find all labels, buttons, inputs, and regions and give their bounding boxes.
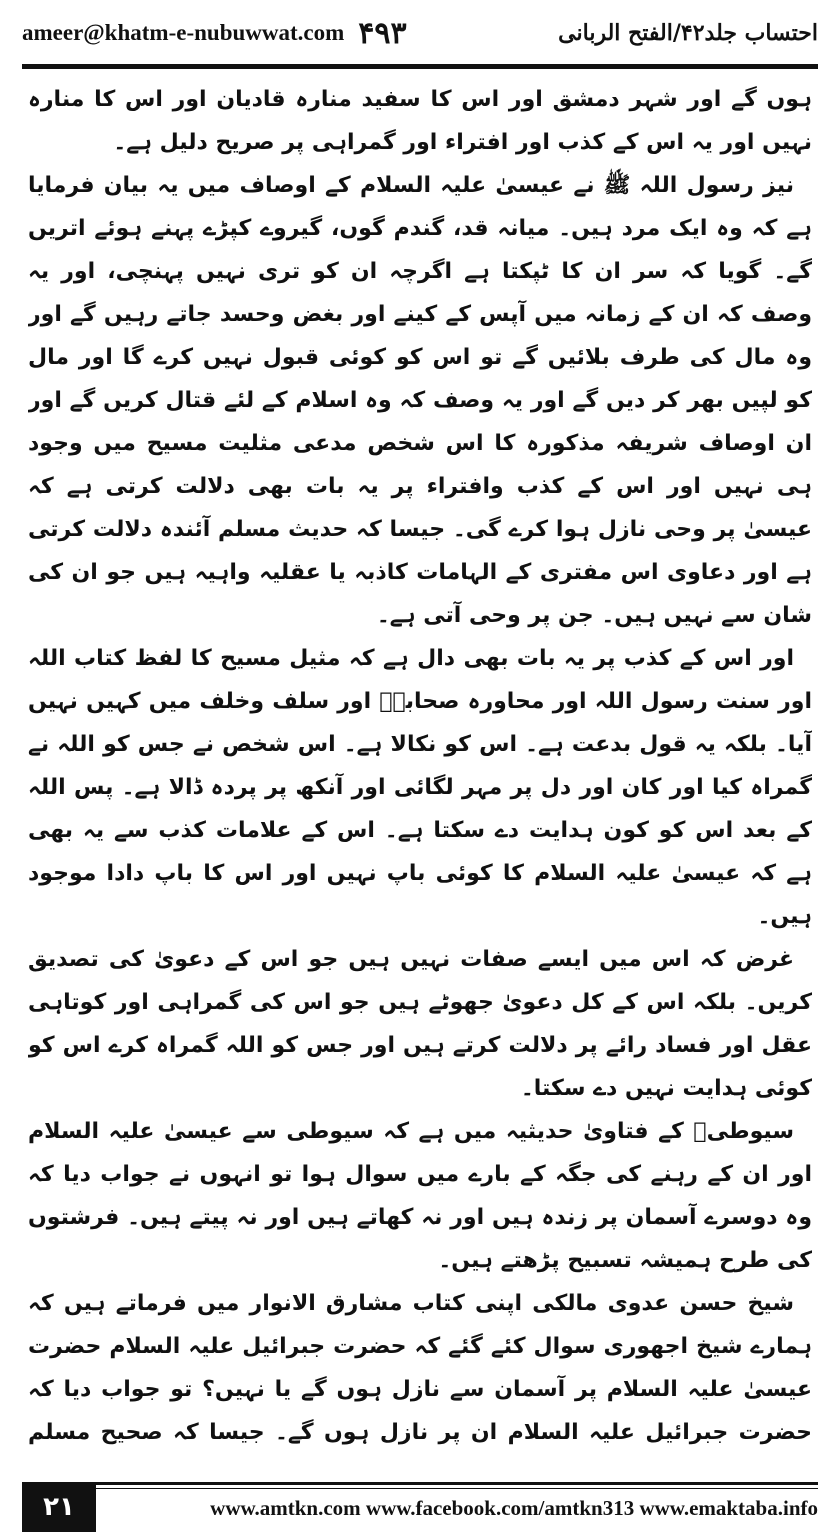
paragraph-5: سیوطیؒ کے فتاویٰ حدیثیہ میں ہے کہ سیوطی سے عیسیٰ علیہ السلام اور ان کے رہنے کی جگہ کے بارے میں سوال ہوا تو انہوں نے جواب دیا کہ وہ دوسرے آسمان پر زندہ ہیں اور نہ کھاتے ہیں اور نہ پیتے ہیں۔ فرشتوں کی طرح ہمیشہ تسبیح پڑھتے ہیں۔: [28, 1119, 812, 1273]
page-number: ۴۹۳: [358, 15, 407, 51]
header-rule: [22, 64, 818, 69]
sheet-number-box: [22, 1482, 96, 1532]
sheet-number: ۲۱: [43, 1492, 75, 1522]
email-address[interactable]: ameer@khatm-e-nubuwwat.com: [22, 20, 345, 45]
paragraph-3: اور اس کے کذب پر یہ بات بھی دال ہے کہ مثیل مسیح کا لفظ کتاب اللہ اور سنت رسول اللہ اور محاورہ صحابہؓ اور سلف وخلف میں کہیں نہیں آیا۔ بلکہ یہ قول بدعت ہے۔ اس کو نکالا ہے۔ اس شخص نے جس کو اللہ نے گمراہ کیا اور کان اور دل پر مہر لگائی اور آنکھ پر پردہ ڈالا ہے۔ پس اللہ کے بعد اس کو کون ہدایت دے سکتا ہے۔ اس کے علامات کذب سے یہ بھی ہے کہ عیسیٰ علیہ السلام کا کوئی باپ نہیں اور اس کا باپ دادا موجود ہیں۔: [28, 646, 812, 929]
page-body: [28, 78, 812, 1458]
paragraph-1: ہوں گے اور شہر دمشق اور اس کا سفید منارہ قادیان اور اس کا منارہ نہیں اور یہ اس کے کذب اور افتراء اور گمراہی پر صریح دلیل ہے۔: [28, 87, 812, 155]
paragraph-6: شیخ حسن عدوی مالکی اپنی کتاب مشارق الانوار میں فرماتے ہیں کہ ہمارے شیخ اجھوری سوال کئے گئے کہ حضرت جبرائیل علیہ السلام حضرت عیسیٰ علیہ السلام پر آسمان سے نازل ہوں گے یا نہیں؟ تو جواب دیا کہ حضرت جبرائیل علیہ السلام ان پر نازل ہوں گے۔ جیسا کہ صحیح مسلم: [28, 1291, 812, 1445]
page-footer: [22, 1482, 818, 1534]
footer-rule: [96, 1482, 818, 1489]
page-header: [22, 6, 818, 60]
paragraph-4: غرض کہ اس میں ایسے صفات نہیں ہیں جو اس کے دعویٰ کی تصدیق کریں۔ بلکہ اس کے کل دعویٰ جھوٹے ہیں جو اس کی گمراہی اور کوتاہی عقل اور فساد رائے پر دلالت کرتے ہیں اور جس کو اللہ گمراہ کرے اس کو کوئی ہدایت نہیں دے سکتا۔: [28, 947, 812, 1101]
book-title: احتساب جلد۴۲/الفتح الربانی: [558, 20, 818, 46]
paragraph-2: نیز رسول اللہ ﷺ نے عیسیٰ علیہ السلام کے اوصاف میں یہ بیان فرمایا ہے کہ وہ ایک مرد ہیں۔ میانہ قد، گندم گوں، گیروے کپڑے پہنے ہوئے اتریں گے۔ گویا کہ سر ان کا ٹپکتا ہے اگرچہ ان کو تری نہیں پہنچی، اور یہ وصف کہ ان کے زمانہ میں آپس کے کینے اور بغض وحسد جاتے رہیں گے اور وہ مال کی طرف بلائیں گے تو اس کو کوئی قبول نہیں کرے گا اور مال کو لپیں بھر کر دیں گے اور یہ وصف کہ وہ اسلام کے لئے قتال کریں گے اور ان اوصاف شریفہ مذکورہ کا اس شخص مدعی مثلیت مسیح میں وجود ہی نہیں اور اس کے کذب وافتراء پر یہ بات بھی دلالت کرتی ہے کہ عیسیٰ پر وحی نازل ہوا کرے گی۔ جیسا کہ حدیث مسلم آئندہ دلالت کرتی ہے اور دعاوی اس مفتری کے الہامات کاذبہ یا عقلیہ واہیہ ہیں جو ان کی شان سے نہیں ہیں۔ جن پر وحی آتی ہے۔: [28, 173, 812, 628]
header-left: [22, 16, 407, 51]
footer-links[interactable]: www.amtkn.com www.facebook.com/amtkn313 www.emaktaba.info: [210, 1496, 818, 1520]
